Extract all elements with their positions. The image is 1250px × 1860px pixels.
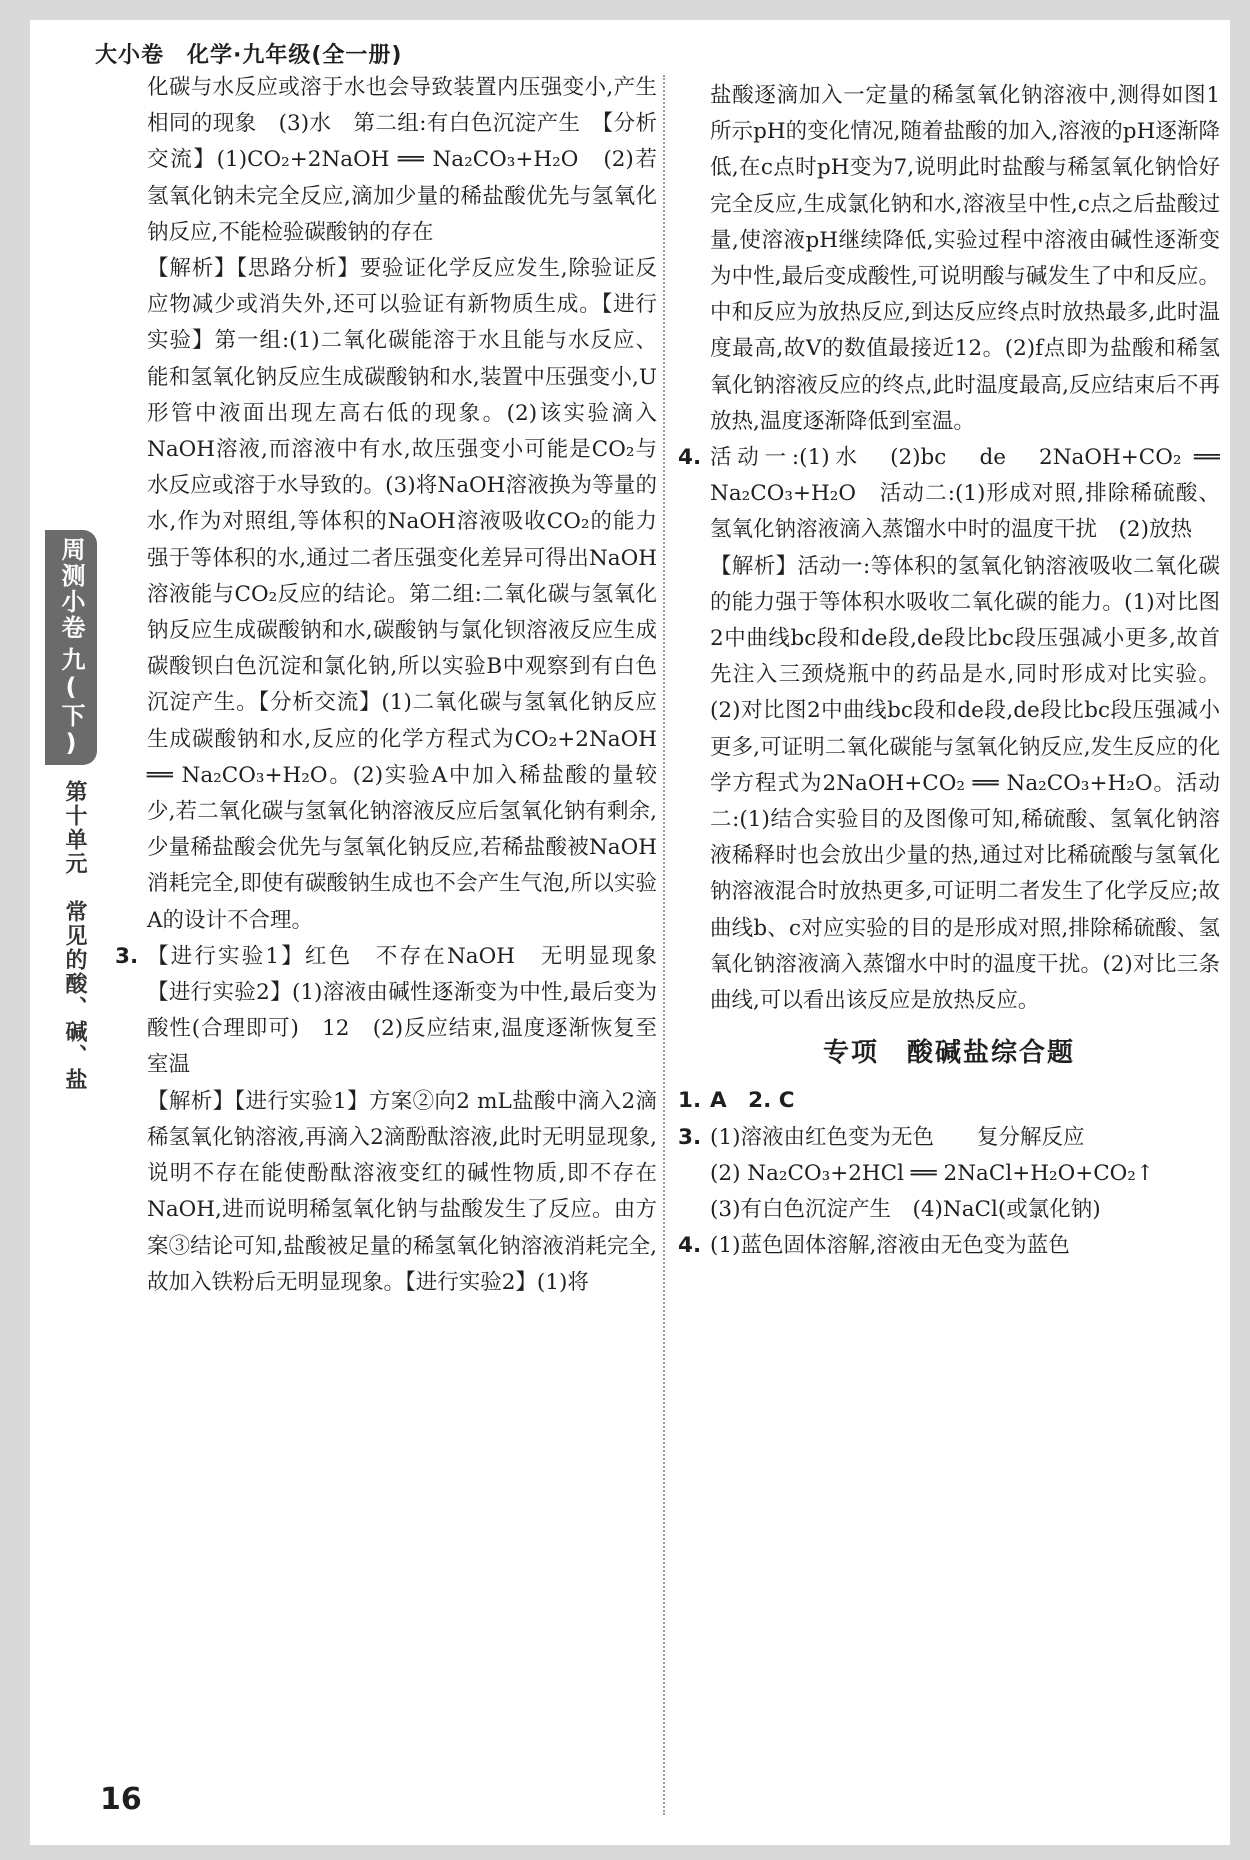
answer-4: [678, 440, 1220, 549]
question-number-3: 3.: [115, 943, 139, 969]
page: [30, 20, 1230, 1845]
side-tab-title: 周测小卷: [57, 536, 85, 641]
special-answer-1-2: [678, 1083, 1220, 1119]
special-answer-4: [678, 1228, 1220, 1264]
answer-2-continued: 化碳与水反应或溶于水也会导致装置内压强变小,产生相同的现象 (3)水 第二组:有白色沉淀产生 【分析交流】(1)CO₂+2NaOH ══ Na₂CO₃+H₂O (2)若氢氧化钠未完全反应,滴加少量的稀盐酸优先与氢氧化钠反应,不能检验碳酸钠的存在: [147, 75, 657, 245]
right-column: [678, 78, 1220, 1265]
analysis-2: 【解析】【思路分析】要验证化学反应发生,除验证反应物减少或消失外,还可以验证有新物质生成。【进行实验】第一组:(1)二氧化碳能溶于水且能与水反应、能和氢氧化钠反应生成碳酸钠和水,装置中压强变小,U形管中液面出现左高右低的现象。(2)该实验滴入NaOH溶液,而溶液中有水,故压强变小可能是CO₂与水反应或溶于水导致的。(3)将NaOH溶液换为等量的水,作为对照组,等体积的NaOH溶液吸收CO₂的能力强于等体积的水,通过二者压强变化差异可得出NaOH溶液能与CO₂反应的结论。第二组:二氧化碳与氢氧化钠反应生成碳酸钠和水,碳酸钠与氯化钡溶液反应生成碳酸钡白色沉淀和氯化钠,所以实验B中观察到有白色沉淀产生。【分析交流】(1)二氧化碳与氢氧化钠反应生成碳酸钠和水,反应的化学方程式为CO₂+2NaOH ══ Na₂CO₃+H₂O。(2)实验A中加入稀盐酸的量较少,若二氧化碳与氢氧化钠溶液反应后氢氧化钠有剩余,少量稀盐酸会优先与氢氧化钠反应,若稀盐酸被NaOH消耗完全,即使有碳酸钠生成也不会产生气泡,所以实验A的设计不合理。: [147, 256, 657, 933]
page-number: 16: [100, 1782, 142, 1817]
special-number-1: 1.: [678, 1088, 702, 1114]
answer-3: [115, 939, 679, 1084]
special-answer-3-part3: (3)有白色沉淀产生 (4)NaCl(或氯化钠): [710, 1197, 1101, 1223]
side-tab: [45, 530, 97, 765]
answer-4-text: 活动一:(1)水 (2)bc de 2NaOH+CO₂ ══ Na₂CO₃+H₂O 活动二:(1)形成对照,排除稀硫酸、氢氧化钠溶液滴入蒸馏水中时的温度干扰 (2)放热: [710, 445, 1220, 543]
left-column: [115, 70, 679, 1301]
analysis-4: 【解析】活动一:等体积的氢氧化钠溶液吸收二氧化碳的能力强于等体积水吸收二氧化碳的能力。(1)对比图2中曲线bc段和de段,de段比bc段压强减小更多,故首先注入三颈烧瓶中的药品是水,同时形成对比实验。(2)对比图2中曲线bc段和de段,de段比bc段压强减小更多,可证明二氧化碳能与氢氧化钠反应,发生反应的化学方程式为2NaOH+CO₂ ══ Na₂CO₃+H₂O。活动二:(1)结合实验目的及图像可知,稀硫酸、氢氧化钠溶液稀释时也会放出少量的热,通过对比稀硫酸与氢氧化钠溶液混合时放热更多,可证明二者发生了化学反应;故曲线b、c对应实验的目的是形成对照,排除稀硫酸、氢氧化钠溶液滴入蒸馏水中时的温度干扰。(2)对比三条曲线,可以看出该反应是放热反应。: [710, 553, 1220, 1014]
special-number-3: 3.: [678, 1124, 702, 1150]
page-header: 大小卷 化学·九年级(全一册): [95, 43, 403, 68]
special-number-4: 4.: [678, 1233, 702, 1259]
special-answer-4-text: (1)蓝色固体溶解,溶液由无色变为蓝色: [710, 1233, 1070, 1259]
section-title: 专项 酸碱盐综合题: [822, 1038, 1075, 1069]
question-number-4: 4.: [678, 445, 702, 471]
special-answer-3-part1: [678, 1120, 1220, 1156]
special-answer-3-text1: (1)溶液由红色变为无色 复分解反应: [710, 1124, 1085, 1150]
side-unit-label: 第十单元 常见的酸、碱、盐: [62, 780, 87, 1092]
analysis-3: 【解析】【进行实验1】方案②向2 mL盐酸中滴入2滴稀氢氧化钠溶液,再滴入2滴酚酞溶液,此时无明显现象,说明不存在能使酚酞溶液变红的碱性物质,即不存在NaOH,进而说明稀氢氧化钠与盐酸发生了反应。由方案③结论可知,盐酸被足量的稀氢氧化钠溶液消耗完全,故加入铁粉后无明显现象。【进行实验2】(1)将: [147, 1088, 657, 1295]
special-answer-1-2-text: A 2. C: [710, 1088, 795, 1114]
answer-3-text: 【进行实验1】红色 不存在NaOH 无明显现象 【进行实验2】(1)溶液由碱性逐渐变为中性,最后变为酸性(合理即可) 12 (2)反应结束,温度逐渐恢复至室温: [147, 943, 679, 1078]
special-answer-3-part2: (2) Na₂CO₃+2HCl ══ 2NaCl+H₂O+CO₂↑: [710, 1160, 1154, 1186]
side-tab-grade: 九(下): [57, 646, 85, 759]
analysis-3-continued: 盐酸逐滴加入一定量的稀氢氧化钠溶液中,测得如图1所示pH的变化情况,随着盐酸的加入,溶液的pH逐渐降低,在c点时pH变为7,说明此时盐酸与稀氢氧化钠恰好完全反应,生成氯化钠和水,溶液呈中性,c点之后盐酸过量,使溶液pH继续降低,实验过程中溶液由碱性逐渐变为中性,最后变成酸性,可说明酸与碱发生了中和反应。中和反应为放热反应,到达反应终点时放热最多,此时温度最高,故V的数值最接近12。(2)f点即为盐酸和稀氢氧化钠溶液反应的终点,此时温度最高,反应结束后不再放热,温度逐渐降低到室温。: [710, 83, 1220, 434]
